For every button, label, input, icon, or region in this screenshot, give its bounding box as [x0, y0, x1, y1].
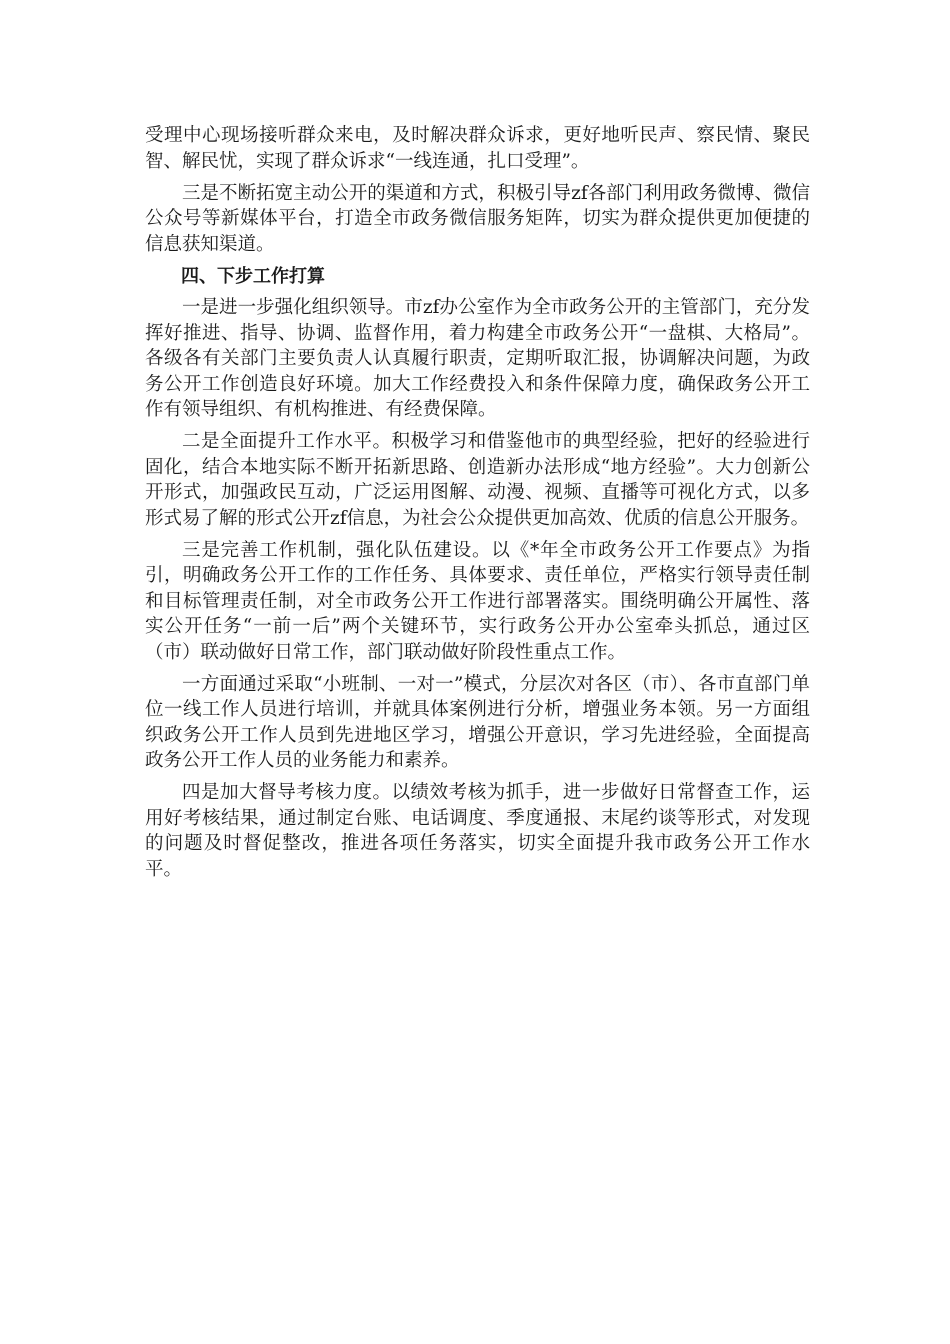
paragraph-training: 一方面通过采取“小班制、一对一”模式，分层次对各区（市）、各市直部门单位一线工作人员进行培训，并就具体案例进行分析，增强业务本领。另一方面组织政务公开工作人员到先进地区学习，增强公开意识，学习先进经验，全面提高政务公开工作人员的业务能力和素养。: [145, 673, 810, 771]
document-body: [145, 123, 810, 889]
paragraph-work-level: 二是全面提升工作水平。积极学习和借鉴他市的典型经验，把好的经验进行固化，结合本地实际不断开拓新思路、创造新办法形成“地方经验”。大力创新公开形式，加强政民互动，广泛运用图解、动漫、视频、直播等可视化方式，以多形式易了解的形式公开zf信息，为社会公众提供更加高效、优质的信息公开服务。: [145, 431, 810, 529]
paragraph-continuation: 受理中心现场接听群众来电，及时解决群众诉求，更好地听民声、察民情、聚民智、解民忧，实现了群众诉求“一线连通，扎口受理”。: [145, 125, 810, 172]
paragraph-mechanism: 三是完善工作机制，强化队伍建设。以《*年全市政务公开工作要点》为指引，明确政务公开工作的工作任务、具体要求、责任单位，严格实行领导责任制和目标管理责任制，对全市政务公开工作进行部署落实。围绕明确公开属性、落实公开任务“一前一后”两个关键环节，实行政务公开办公室牵头抓总，通过区（市）联动做好日常工作，部门联动做好阶段性重点工作。: [145, 539, 810, 663]
paragraph-supervision: 四是加大督导考核力度。以绩效考核为抓手，进一步做好日常督查工作，运用好考核结果，通过制定台账、电话调度、季度通报、末尾约谈等形式，对发现的问题及时督促整改，推进各项任务落实，切实全面提升我市政务公开工作水平。: [145, 782, 810, 880]
section-heading-next-steps: 四、下步工作打算: [181, 265, 325, 287]
paragraph-leadership: 一是进一步强化组织领导。市zf办公室作为全市政务公开的主管部门，充分发挥好推进、指导、协调、监督作用，着力构建全市政务公开“一盘棋、大格局”。各级各有关部门主要负责人认真履行职责，定期听取汇报，协调解决问题，为政务公开工作创造良好环境。加大工作经费投入和条件保障力度，确保政务公开工作有领导组织、有机构推进、有经费保障。: [145, 297, 810, 420]
paragraph-channels: 三是不断拓宽主动公开的渠道和方式，积极引导zf各部门利用政务微博、微信公众号等新媒体平台，打造全市政务微信服务矩阵，切实为群众提供更加便捷的信息获知渠道。: [145, 182, 810, 255]
